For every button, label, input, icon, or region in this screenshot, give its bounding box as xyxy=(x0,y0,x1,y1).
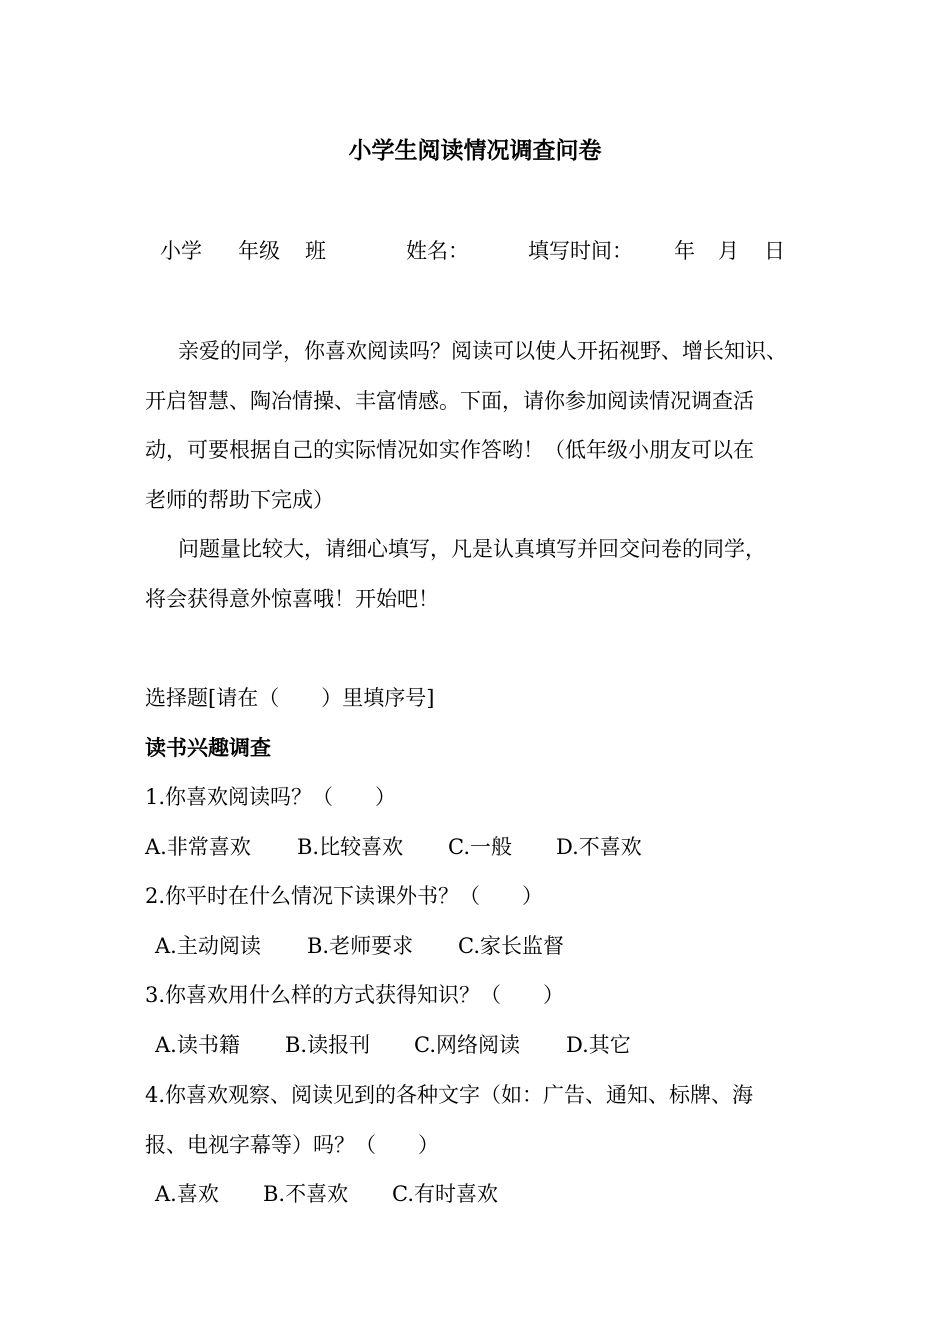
question-option: C.一般 xyxy=(448,835,512,859)
question-option: C.家长监督 xyxy=(458,934,564,958)
question-option: B.不喜欢 xyxy=(263,1182,349,1206)
intro-line: 开启智慧、陶冶情操、丰富情感。下面，请你参加阅读情况调查活 xyxy=(145,389,754,413)
info-class: 班 xyxy=(305,239,326,263)
info-day: 日 xyxy=(764,239,785,263)
question-option: D.不喜欢 xyxy=(556,835,642,859)
intro-line: 将会获得意外惊喜哦！开始吧！ xyxy=(145,587,439,611)
question-option: B.比较喜欢 xyxy=(297,835,404,859)
info-grade: 年级 xyxy=(238,239,280,263)
page-title: 小学生阅读情况调查问卷 xyxy=(348,137,602,164)
question-option: C.网络阅读 xyxy=(414,1033,520,1057)
section-title: 读书兴趣调查 xyxy=(145,735,271,760)
question-option: D.其它 xyxy=(566,1033,631,1057)
question-option: A.喜欢 xyxy=(155,1182,219,1206)
intro-line: 亲爱的同学，你喜欢阅读吗？阅读可以使人开拓视野、增长知识、 xyxy=(178,339,787,363)
intro-line: 老师的帮助下完成） xyxy=(145,488,334,512)
question-option: C.有时喜欢 xyxy=(392,1182,498,1206)
info-time: 填写时间： xyxy=(528,239,633,263)
question-text: 1.你喜欢阅读吗？（ ） xyxy=(145,785,397,809)
question-option: B.读报刊 xyxy=(285,1033,371,1057)
question-text: 3.你喜欢用什么样的方式获得知识？（ ） xyxy=(145,983,565,1007)
intro-line: 动，可要根据自己的实际情况如实作答哟！（低年级小朋友可以在 xyxy=(145,438,754,462)
question-text: 报、电视字幕等）吗？（ ） xyxy=(145,1133,439,1157)
info-year: 年 xyxy=(674,239,695,263)
info-name: 姓名： xyxy=(406,239,469,263)
instructions: 选择题[请在（ ）里填序号] xyxy=(145,686,435,710)
question-text: 2.你平时在什么情况下读课外书？（ ） xyxy=(145,884,544,908)
question-option: B.老师要求 xyxy=(307,934,414,958)
info-school: 小学 xyxy=(160,239,202,263)
question-text: 4.你喜欢观察、阅读见到的各种文字（如：广告、通知、标牌、海 xyxy=(145,1083,754,1107)
intro-line: 问题量比较大，请细心填写，凡是认真填写并回交问卷的同学， xyxy=(178,537,766,561)
question-option: A.主动阅读 xyxy=(155,934,261,958)
info-month: 月 xyxy=(718,239,739,263)
question-option: A.非常喜欢 xyxy=(145,835,251,859)
question-option: A.读书籍 xyxy=(155,1033,240,1057)
